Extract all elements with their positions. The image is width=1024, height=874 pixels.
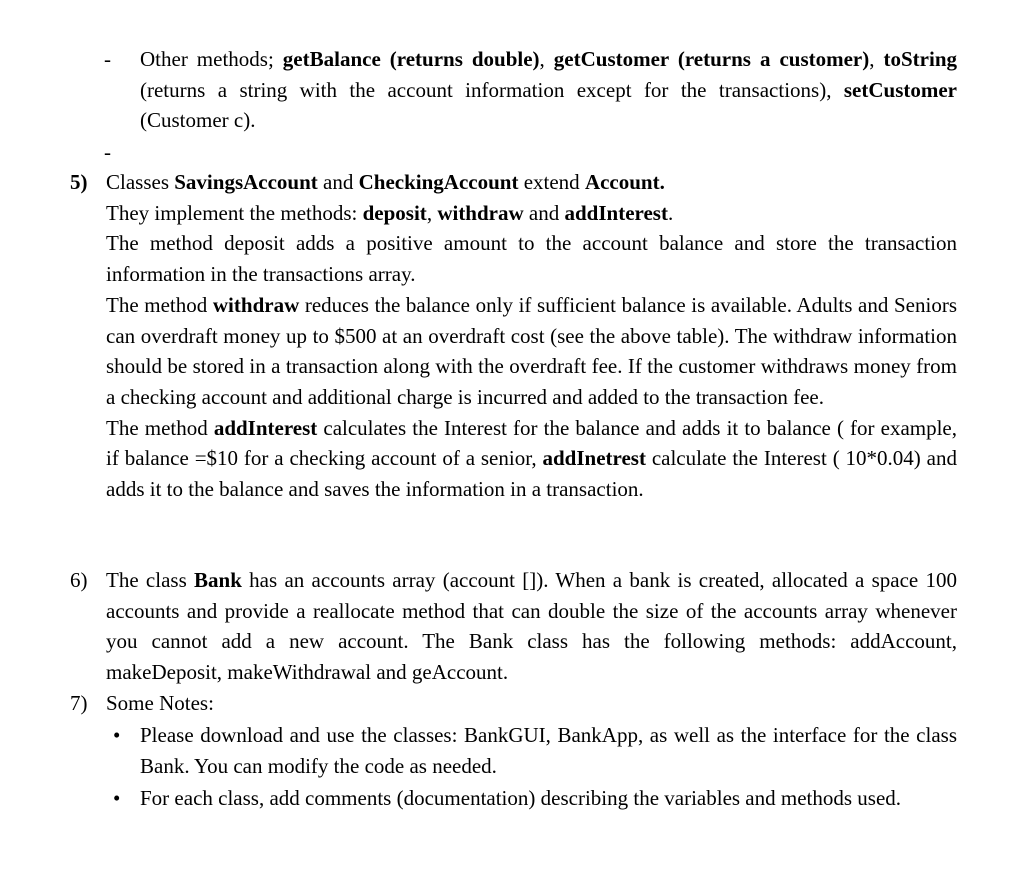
- other-methods-paragraph: Other methods; getBalance (returns double), getCustomer (returns a customer), toString (returns a string with the account information except for the transactions), setCustomer (Customer c).: [140, 47, 957, 133]
- bank-term: Bank: [194, 568, 242, 592]
- empty-dash-marker: -: [104, 140, 111, 164]
- bullet-icon: •: [113, 786, 121, 810]
- setcustomer-term: setCustomer: [843, 77, 957, 102]
- item-5-line-classes: Classes SavingsAccount and CheckingAccount extend Account.: [106, 170, 665, 194]
- item-5-line-methods: They implement the methods: deposit, withdraw and addInterest.: [106, 200, 674, 225]
- item-6-number: 6): [70, 568, 88, 592]
- note-bullet-1: Please download and use the classes: BankGUI, BankApp, as well as the interface for the class Bank. You can modify the code as needed.: [140, 723, 957, 778]
- item-5-interest-paragraph: The method addInterest calculates the Interest for the balance and adds it to balance ( for example, if balance =$10 for a checking account of a senior, addInetrest calculate the Interest ( 10*0.04) and adds it to the balance and saves the information in a transaction.: [106, 415, 957, 502]
- tostring-term: toString: [883, 47, 957, 71]
- item-5-body: [106, 167, 957, 505]
- item-5-deposit-paragraph: The method deposit adds a positive amount to the account balance and store the transaction information in the transactions array.: [106, 231, 957, 287]
- getcustomer-term: getCustomer (returns a customer): [553, 47, 870, 71]
- item-6-body: The class Bank has an accounts array (account []). When a bank is created, allocated a space 100 accounts and provide a reallocate method that can double the size of the accounts array whenever you cannot add a new account. The Bank class has the following methods: addAccount, makeDeposit, makeWithdrawal and geAccount.: [106, 568, 957, 685]
- item-5-withdraw-paragraph: The method withdraw reduces the balance only if sufficient balance is available. Adults and Seniors can overdraft money up to $500 at an overdraft cost (see the above table). The withdraw information should be stored in a transaction along with the overdraft fee. If the customer withdraws money from a checking account and additional charge is incurred and added to the transaction fee.: [106, 292, 957, 409]
- getbalance-term: getBalance (returns double): [282, 47, 540, 71]
- item-5-number: 5): [70, 170, 88, 194]
- item-7-title: Some Notes:: [106, 691, 214, 715]
- dash-marker: -: [104, 47, 111, 71]
- item-7-number: 7): [70, 691, 88, 715]
- note-bullet-2: For each class, add comments (documentation) describing the variables and methods used.: [140, 786, 902, 810]
- bullet-icon: •: [113, 723, 121, 747]
